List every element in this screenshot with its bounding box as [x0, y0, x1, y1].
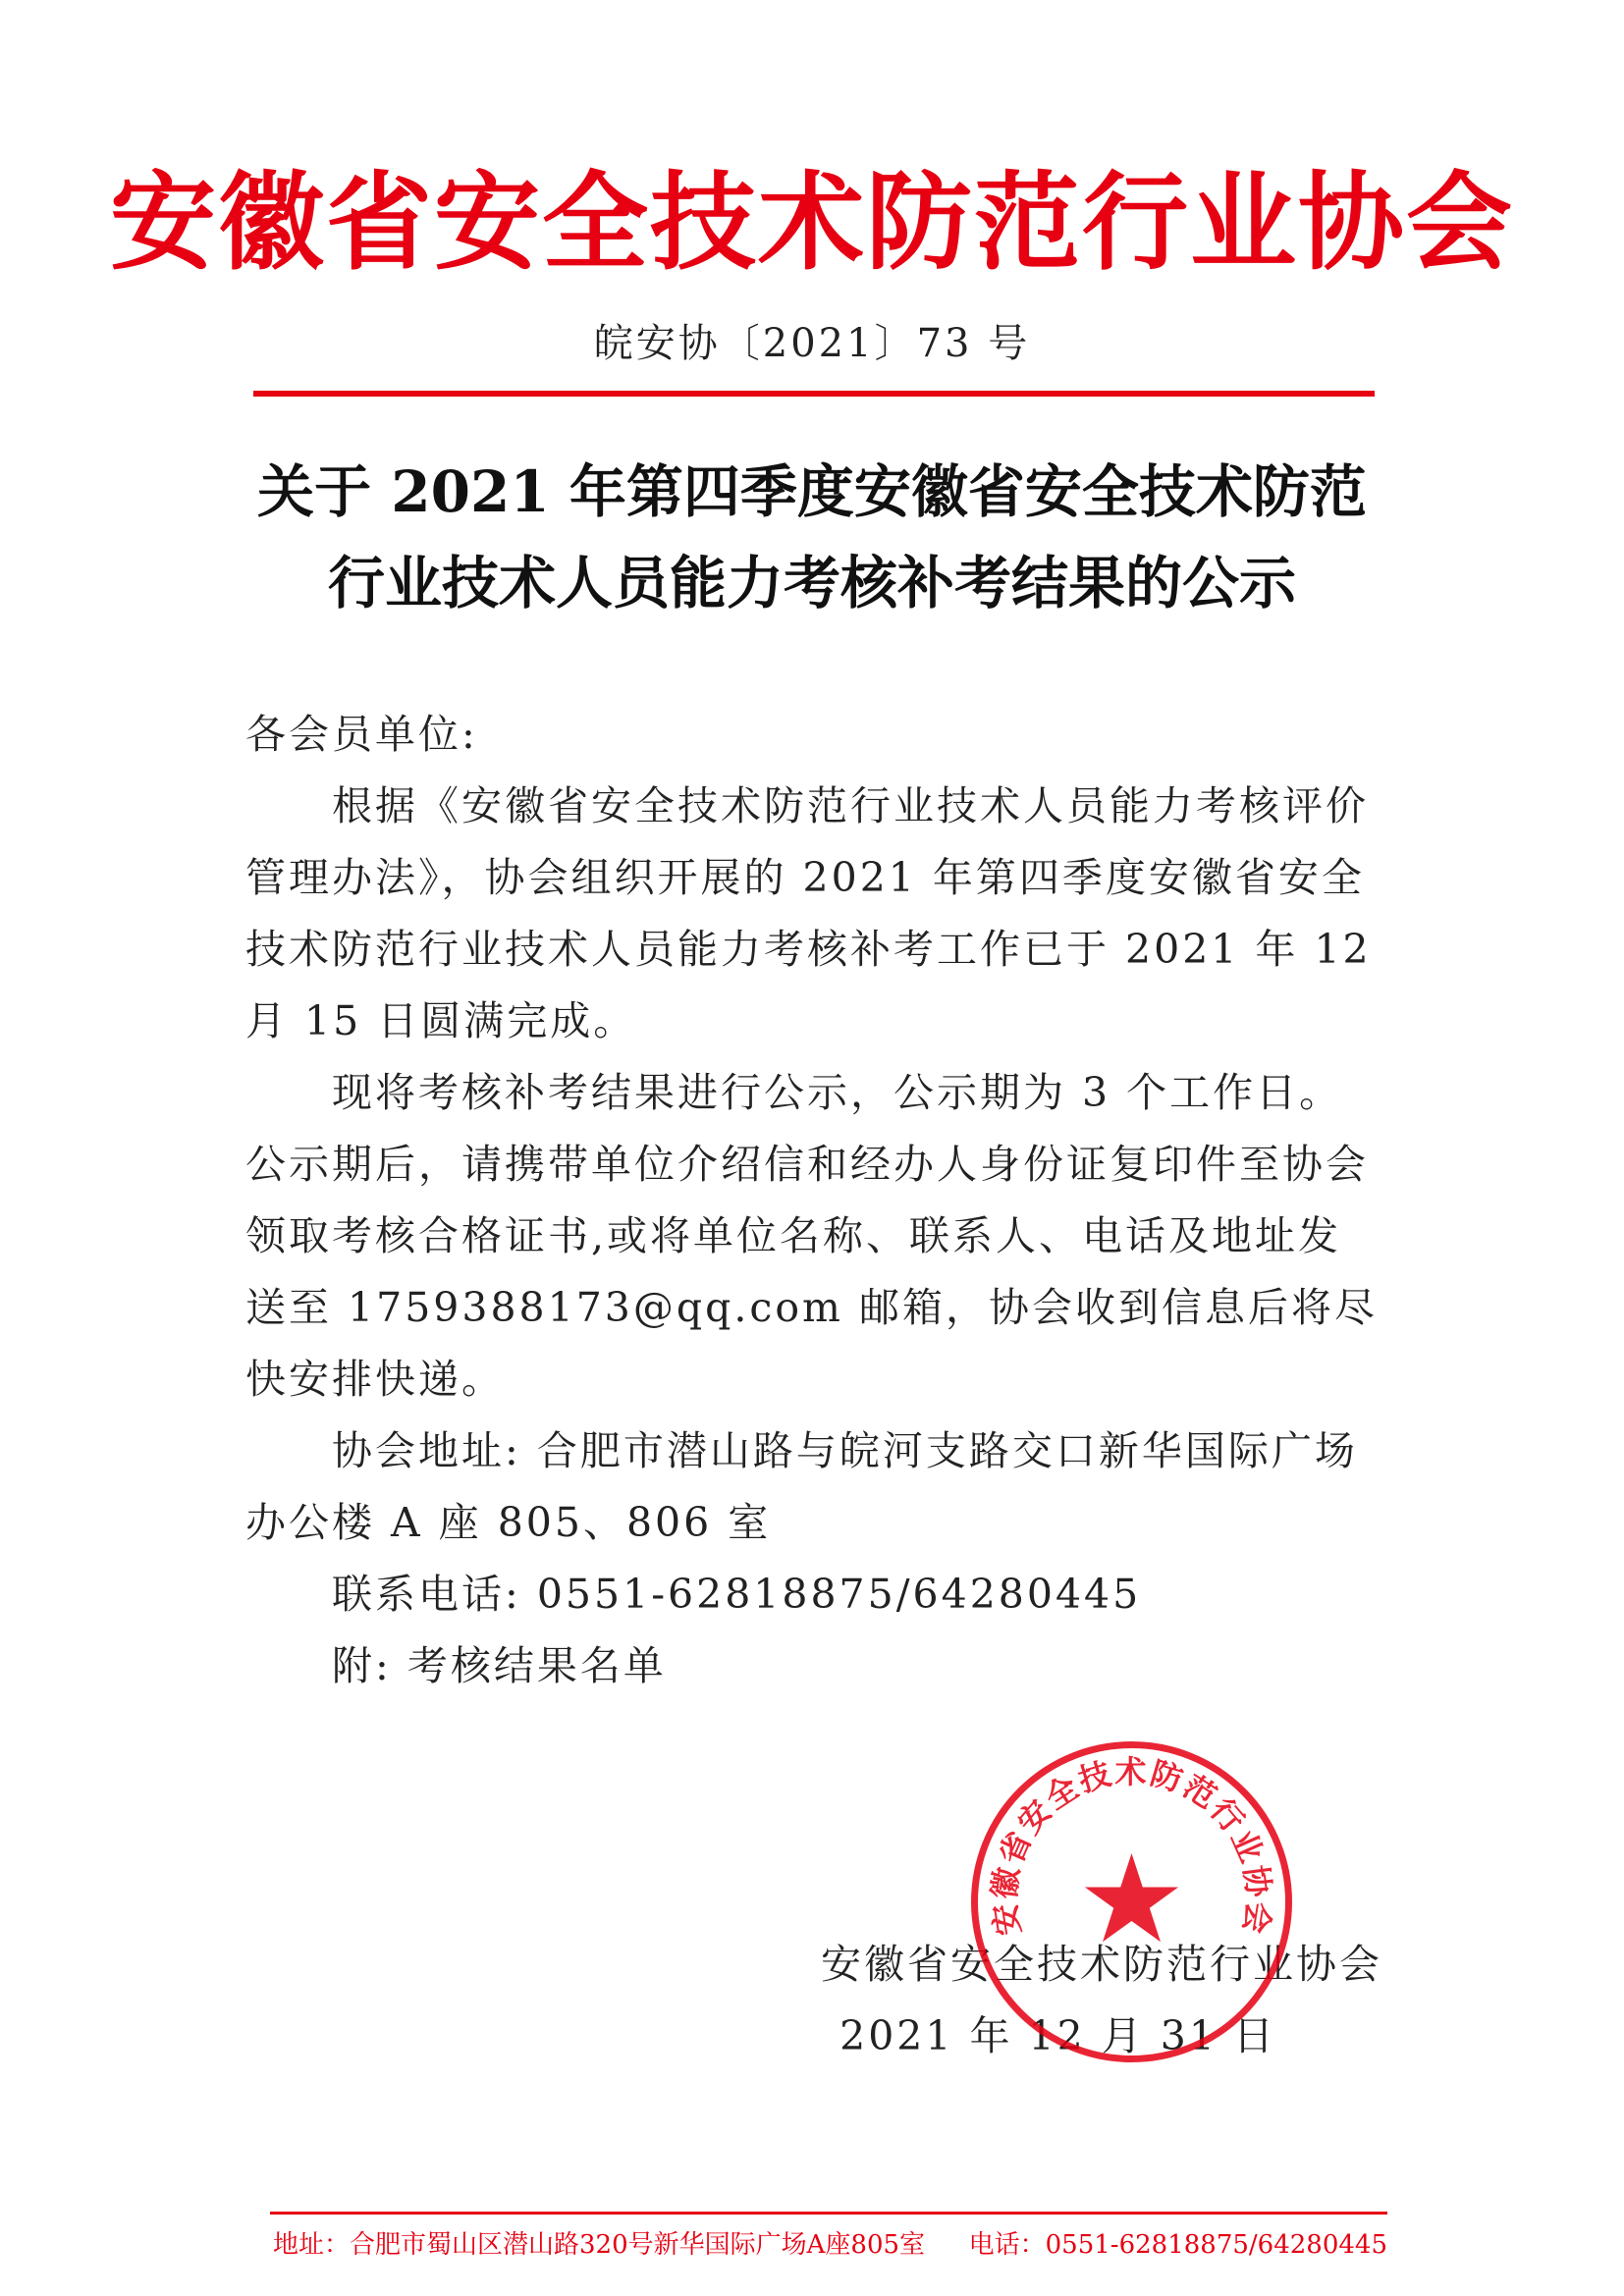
- document-title: [196, 447, 1428, 629]
- footer-address: 地址：合肥市蜀山区潜山路320号新华国际广场A座805室: [273, 2230, 926, 2260]
- seal-star-icon: [1085, 1853, 1178, 1942]
- masthead-organization: 安徽省安全技术防范行业协会: [109, 161, 1514, 285]
- title-line-2: 行业技术人员能力考核补考结果的公示: [327, 550, 1296, 616]
- official-seal-icon: [967, 1737, 1296, 2066]
- title-line-1: 关于 2021 年第四季度安徽省安全技术防范: [257, 458, 1367, 525]
- document-body: [245, 699, 1384, 1702]
- masthead-divider: [253, 391, 1375, 397]
- contact-phone: 联系电话: 0551-62818875/64280445: [332, 1571, 1142, 1618]
- signature-organization: 安徽省安全技术防范行业协会: [821, 1941, 1382, 1988]
- contact-address: 协会地址: 合肥市潜山路与皖河支路交口新华国际广场办公楼 A 座 805、806 室: [245, 1427, 1358, 1546]
- salutation: 各会员单位:: [245, 711, 478, 758]
- document-number: 皖安协〔2021〕73 号: [593, 321, 1031, 366]
- svg-text:安徽省安全技术防范行业协会: 安徽省安全技术防范行业协会: [985, 1752, 1278, 1939]
- page-footer: [273, 2224, 1387, 2261]
- signature-date: 2021 年 12 月 31 日: [839, 2012, 1276, 2059]
- footer-phone: 电话：0551-62818875/64280445: [968, 2230, 1387, 2260]
- paragraph-notice: 现将考核补考结果进行公示，公示期为 3 个工作日。公示期后，请携带单位介绍信和经办人身份证复印件至协会领取考核合格证书,或将单位名称、联系人、电话及地址发送至 1759388173@qq.com 邮箱，协会收到信息后将尽快安排快递。: [245, 1069, 1378, 1403]
- footer-divider: [270, 2212, 1387, 2215]
- paragraph-basis: 根据《安徽省安全技术防范行业技术人员能力考核评价管理办法》，协会组织开展的 2021 年第四季度安徽省安全技术防范行业技术人员能力考核补考工作已于 2021 年 12 月 15 日圆满完成。: [245, 782, 1372, 1044]
- attachment-note: 附: 考核结果名单: [332, 1642, 667, 1689]
